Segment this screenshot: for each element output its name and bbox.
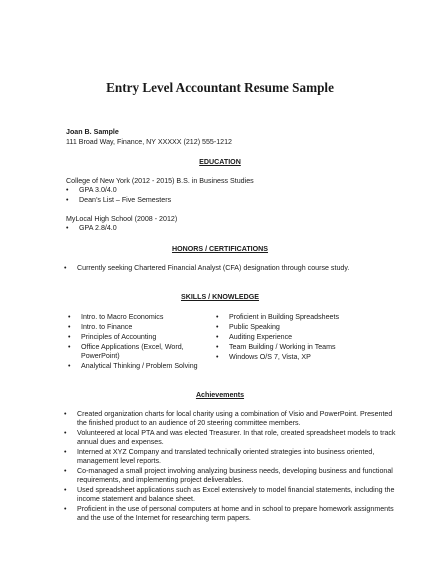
list-item [68, 323, 132, 332]
list-item [68, 333, 156, 342]
college-deans-list: Dean’s List – Five Semesters [79, 196, 172, 204]
list-item [64, 467, 400, 486]
list-item [68, 343, 198, 362]
bullet-icon [68, 323, 70, 332]
bullet-icon [64, 448, 66, 457]
skills-heading: SKILLS / KNOWLEDGE [180, 293, 260, 301]
list-item [216, 333, 292, 342]
honors-heading: HONORS / CERTIFICATIONS [171, 245, 269, 253]
list-item [64, 505, 400, 524]
college-entry: College of New York (2012 - 2015) B.S. in Business Studies [66, 177, 254, 185]
list-item [216, 343, 336, 352]
achievement-item: Interned at XYZ Company and translated technically oriented strategies into business oriented, management level reports. [77, 448, 375, 466]
list-item [66, 196, 171, 205]
skill-left: Principles of Accounting [81, 333, 157, 341]
bullet-icon [68, 313, 70, 322]
bullet-icon [216, 343, 218, 352]
bullet-icon [68, 343, 70, 352]
contact-address-phone: 111 Broad Way, Finance, NY XXXXX (212) 555-1212 [66, 138, 233, 146]
skill-right: Team Building / Working in Teams [229, 343, 336, 351]
bullet-icon [64, 264, 66, 273]
bullet-icon [66, 224, 68, 233]
bullet-icon [216, 323, 218, 332]
list-item [68, 362, 198, 371]
applicant-name: Joan B. Sample [66, 128, 119, 136]
bullet-icon [68, 362, 70, 371]
honors-item: Currently seeking Chartered Financial Analyst (CFA) designation through course study. [77, 264, 350, 272]
achievement-item: Created organization charts for local charity using a combination of Visio and PowerPoint. Presented the finished product to an audience of 20 steering committee members. [77, 410, 393, 428]
list-item [64, 264, 349, 273]
high-school-gpa: GPA 2.8/4.0 [79, 224, 117, 232]
skill-right: Auditing Experience [229, 333, 293, 341]
achievements-heading: Achievements [195, 391, 245, 399]
skill-right: Proficient in Building Spreadsheets [229, 313, 340, 321]
bullet-icon [216, 333, 218, 342]
list-item [216, 353, 311, 362]
list-item [66, 186, 117, 195]
list-item [64, 448, 400, 467]
skill-left: Intro. to Finance [81, 323, 133, 331]
bullet-icon [216, 313, 218, 322]
skill-left: Intro. to Macro Economics [81, 313, 164, 321]
achievement-item: Proficient in the use of personal computers at home and in school to prepare homework assignments and the use of the Internet for researching term papers. [77, 505, 394, 523]
education-heading: EDUCATION [199, 158, 241, 166]
skill-right: Windows O/S 7, Vista, XP [229, 353, 311, 361]
achievement-item: Co-managed a small project involving analyzing business needs, developing business and functional requirements, and implementing project deliverables. [77, 467, 393, 485]
list-item [64, 429, 400, 448]
bullet-icon [216, 353, 218, 362]
list-item [64, 486, 400, 505]
bullet-icon [64, 467, 66, 476]
bullet-icon [68, 333, 70, 342]
bullet-icon [64, 486, 66, 495]
bullet-icon [66, 196, 68, 205]
list-item [64, 410, 400, 429]
college-gpa: GPA 3.0/4.0 [79, 186, 117, 194]
list-item [216, 313, 339, 322]
list-item [216, 323, 280, 332]
list-item [66, 224, 117, 233]
skill-right: Public Speaking [229, 323, 280, 331]
bullet-icon [64, 505, 66, 514]
list-item [68, 313, 163, 322]
achievement-item: Used spreadsheet applications such as Excel extensively to model financial statements, including the income statement and balance sheet. [77, 486, 395, 504]
achievement-item: Volunteered at local PTA and was elected Treasurer. In that role, created spreadsheet models to track annual dues and expenses. [77, 429, 396, 447]
skill-left: Office Applications (Excel, Word, PowerPoint) [81, 343, 184, 361]
bullet-icon [64, 429, 66, 438]
bullet-icon [64, 410, 66, 419]
skill-left: Analytical Thinking / Problem Solving [81, 362, 198, 370]
bullet-icon [66, 186, 68, 195]
high-school-entry: MyLocal High School (2008 - 2012) [66, 215, 178, 223]
document-title: Entry Level Accountant Resume Sample [106, 80, 334, 95]
